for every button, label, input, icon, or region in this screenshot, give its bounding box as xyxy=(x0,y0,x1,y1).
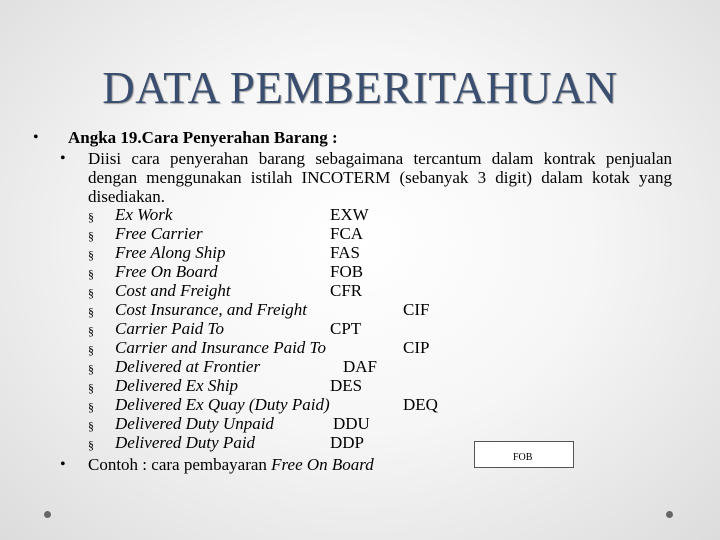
term-bullet: § xyxy=(88,267,94,281)
instruction-bullet: • xyxy=(60,150,66,167)
term-name: Free Along Ship xyxy=(115,243,226,262)
term-code: CPT xyxy=(330,319,362,338)
example-prefix: Contoh : cara pembayaran xyxy=(88,455,272,474)
term-name: Ex Work xyxy=(115,205,173,224)
instruction-text: Diisi cara penyerahan barang sebagaimana tercantum dalam kontrak penjualan dengan menggunakan istilah INCOTERM (sebanyak 3 digit) dalam kotak yang disediakan. xyxy=(88,149,672,206)
term-code: DEQ xyxy=(403,395,438,414)
term-name: Free On Board xyxy=(115,262,218,281)
term-code: CIF xyxy=(403,300,430,319)
term-name: Delivered at Frontier xyxy=(115,357,261,376)
term-bullet: § xyxy=(88,400,94,414)
term-bullet: § xyxy=(88,324,94,338)
term-code: EXW xyxy=(330,205,369,224)
term-bullet: § xyxy=(88,381,94,395)
term-name: Delivered Duty Paid xyxy=(115,433,256,452)
term-code: FOB xyxy=(330,262,364,281)
example-term: Free On Board xyxy=(271,455,374,474)
term-code: DDP xyxy=(330,433,365,452)
term-name: Cost and Freight xyxy=(115,281,231,300)
term-name: Cost Insurance, and Freight xyxy=(115,300,308,319)
term-bullet: § xyxy=(88,419,94,433)
term-code: CFR xyxy=(330,281,363,300)
term-bullet: § xyxy=(88,438,94,452)
term-bullet: § xyxy=(88,210,94,224)
term-bullet: § xyxy=(88,286,94,300)
term-name: Delivered Duty Unpaid xyxy=(115,414,274,433)
term-code: FCA xyxy=(330,224,364,243)
example-bullet: • xyxy=(60,456,66,473)
term-name: Free Carrier xyxy=(115,224,203,243)
corner-dot-left xyxy=(44,511,51,518)
term-code: DAF xyxy=(343,357,378,376)
term-code: FAS xyxy=(330,243,360,262)
term-name: Carrier Paid To xyxy=(115,319,224,338)
example-fob-box: FOB xyxy=(474,441,574,468)
term-name: Delivered Ex Quay (Duty Paid) xyxy=(115,395,330,414)
term-name: Carrier and Insurance Paid To xyxy=(115,338,326,357)
term-name: Delivered Ex Ship xyxy=(115,376,239,395)
example-text xyxy=(88,455,374,474)
term-code: CIP xyxy=(403,338,430,357)
term-bullet: § xyxy=(88,362,94,376)
term-code: DDU xyxy=(333,414,370,433)
heading-bullet: • xyxy=(33,129,39,146)
heading-text: Angka 19.Cara Penyerahan Barang : xyxy=(68,128,338,147)
term-bullet: § xyxy=(88,248,94,262)
term-code: DES xyxy=(330,376,363,395)
term-bullet: § xyxy=(88,343,94,357)
slide-title: DATA PEMBERITAHUAN xyxy=(102,63,618,113)
term-bullet: § xyxy=(88,305,94,319)
term-bullet: § xyxy=(88,229,94,243)
corner-dot-right xyxy=(666,511,673,518)
